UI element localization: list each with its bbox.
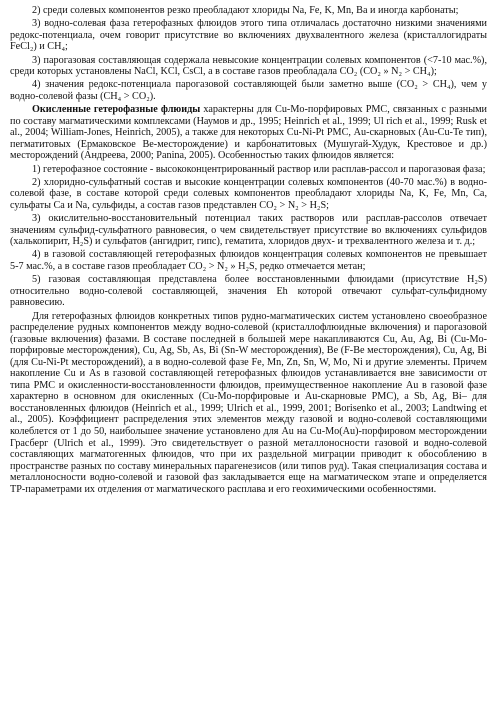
paragraph-6: 1) гетерофазное состояние - высококонцентрированный раствор или расплав-рассол и парогазовая фаза; <box>32 163 486 175</box>
paragraph-7: 2) хлоридно-сульфатный состав и высокие концентрации солевых компонентов (40-70 мас.%) в водно-солевой фазе, в составе которой среди солевых компонентов преобладают хлориды Na, K, Fe, Mn, Ca, сульфаты Ca и Na, сульфиды, а состав газов представлен CO₂ > N₂ > H₂S; <box>10 176 487 211</box>
paragraph-3: 3) парогазовая составляющая содержала невысокие концентрации солевых компонентов (<7-10 мас.%), среди которых установлены NaCl, KCl, CsCl, а в составе газов преобладала CO₂ (CO₂ » N₂ > CH₄); <box>10 54 487 78</box>
paragraph-5 <box>10 104 487 162</box>
paragraph-2: 3) водно-солевая фаза гетерофазных флюидов этого типа отличалась достаточно низкими значениями редокс-потенциала, очем говорит присутствие во включениях двухвалентного железа (кристаллогидраты FeCl₂) и CH₄; <box>10 18 487 53</box>
paragraph-1: 2) среди солевых компонентов резко преобладают хлориды Na, Fe, K, Mn, Ва и иногда карбонаты; <box>32 5 459 16</box>
paragraph-5-text: характерны для Cu-Mo-порфировых РМС, связанных с разными по составу магматическими комплексами (Наумов и др., 1995; Heinrich et al., 1999; Ul rich et al., 1999; Rusk et al., 2004; William-Jones, Heinrich, 2005), а также для некоторых Cu-Ni-Pt РМС, Au-скарновых (Au-Cu-Te тип), пегматитовых (Ермаковское Ве-месторождение) и карбонатитовых (Мушугай-Худук, Крестовое и др.) месторождений (Андреева, 2000; Panina, 2005). Особенностью таких флюидов является: <box>10 104 487 162</box>
section-term: Окисленные гетерофазные флюиды <box>32 104 201 116</box>
paragraph-8: 3) окислительно-восстановительный потенциал таких растворов или расплав-рассолов отвечает значениям сульфид-сульфатного равновесия, о чем свидетельствует присутствие во включениях сульфидов (халькопирит, H₂S) и сульфатов (ангидрит, гипс), гематита, хлоридов двух- и трехвалентного железа и т. д.; <box>10 213 487 248</box>
paragraph-4: 4) значения редокс-потенциала парогазовой составляющей были заметно выше (CO₂ > CH₄), чем у водно-солевой фазы (CH₄ > CO₂). <box>10 79 487 102</box>
paragraph-11: Для гетерофазных флюидов конкретных типов рудно-магматических систем установлено своеобразное распределение рудных компонентов между водно-солевой (кристаллофлюидные включения) и парогазовой (газовые включения) фазами. В составе последней в большей мере накапливаются Cu, Au, Ag, Bi (Cu-Mo-порфировые месторождения), Cu, Ag, Sb, As, Bi (Sn-W месторождения), Be (F-Be месторождения), Cu, Ag, Bi (для Cu-Ni-Pt месторождений), а в водно-солевой фазе Fe, Mn, Zn, Sn, W, Mo, Ni и другие элементы. Причем накопление Cu и As в газовой составляющей гетерофазных флюидов устанавливается вне зависимости от типа РМС и окисленности-восстановленности флюидов, преимущественное накопление Au в газовой фазе характерно в основном для окисленных (Cu-Mo-порфировые и Au-скарновые РМС), а Sb, Ag, Bi– для восстановленных флюидов (Heinrich et al., 1999; Ulrich et al., 1999, 2001; Borisenko et al., 2003; Landtwing et al., 2005). Коэффициент распределения этих элементов между газовой и водно-солевой составляющими колеблется от 1 до 50, наибольшее значение установлено для Au на Cu-Mo(Au)-порфировом месторождении Грасберг (Ulrich et al., 1999). Это свидетельствует о разной металлоносности газовой и водно-солевой составляющих магматогенных флюидов, что при их раздельной миграции приводит к обособлению в пространстве разных по составу минеральных парагенезисов (или типов руд). Такая специализация состава и металлоносности водно-солевой и газовой фаз закладывается еще на магматическом этапе и определяется TP-параметрами их отделения от магматического расплава и его геохимическими особенностями. <box>10 310 487 495</box>
paragraph-10: 5) газовая составляющая представлена более восстановленными флюидами (присутствие H₂S) относительно водно-солевой составляющей, значения Eh которой отвечают сульфат-сульфидному равновесию. <box>10 274 487 309</box>
paragraph-9: 4) в газовой составляющей гетерофазных флюидов концентрация солевых компонентов не превышает 5-7 мас.%, а в составе газов преобладает CO₂ > N₂ » H₂S, редко отмечается метан; <box>10 249 487 272</box>
